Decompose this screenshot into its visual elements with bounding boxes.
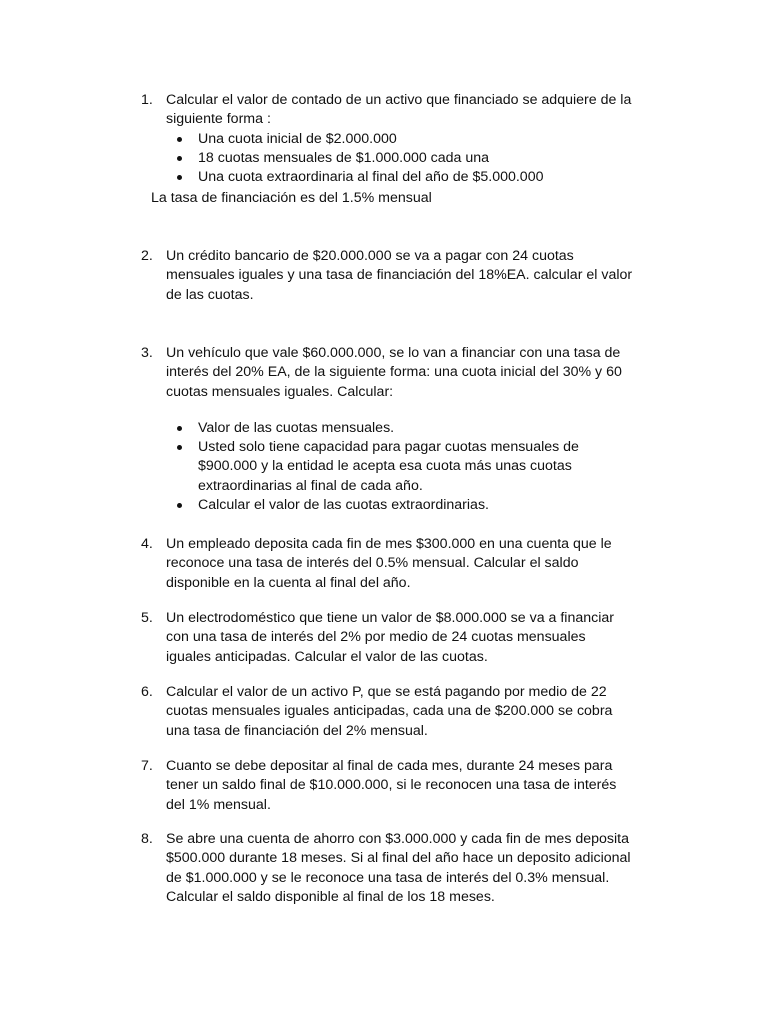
bullet-icon: [177, 445, 182, 450]
problem-text-line: de las cuotas.: [166, 286, 254, 303]
problem-text-line: Se abre una cuenta de ahorro con $3.000.000 y cada fin de mes deposita: [166, 831, 629, 847]
problem-8: [141, 830, 681, 907]
problem-text-line: Calcular el valor de un activo P, que se está pagando por medio de 22: [166, 684, 607, 700]
bullet-list: [171, 130, 681, 188]
problem-number: 3.: [141, 345, 153, 361]
problem-text-line: del 1% mensual.: [166, 796, 271, 813]
problem-text-line: con una tasa de interés del 2% por medio de 24 cuotas mensuales: [166, 629, 586, 646]
list-item: Usted solo tiene capacidad para pagar cuotas mensuales de $900.000 y la entidad le acepta esa cuota más unas cuotas extraordinarias al final de cada año.: [171, 438, 681, 496]
problem-number: 2.: [141, 248, 153, 264]
problem-text-line: Un empleado deposita cada fin de mes $300.000 en una cuenta que le: [166, 536, 612, 552]
problem-text-line: iguales anticipadas. Calcular el valor de las cuotas.: [166, 648, 488, 665]
problem-number: 4.: [141, 536, 153, 552]
bullet-icon: [177, 503, 182, 508]
bullet-list: [171, 419, 681, 515]
problem-2: [141, 247, 681, 305]
bullet-icon: [177, 175, 182, 180]
problem-text-line: Un crédito bancario de $20.000.000 se va a pagar con 24 cuotas: [166, 248, 574, 264]
problem-text-line: disponible en la cuenta al final del año.: [166, 574, 411, 591]
problem-1: [141, 91, 681, 187]
problem-text-line: Calcular el saldo disponible al final de los 18 meses.: [166, 888, 495, 905]
problem-number: 1.: [141, 92, 153, 108]
problem-number: 5.: [141, 610, 153, 626]
problem-text-line: cuotas mensuales iguales anticipadas, cada una de $200.000 se cobra: [166, 703, 613, 720]
problem-text-line: cuotas mensuales iguales. Calcular:: [166, 383, 394, 400]
problem-number: 7.: [141, 758, 153, 774]
bullet-icon: [177, 137, 182, 142]
problem-text-line: mensuales iguales y una tasa de financiación del 18%EA. calcular el valor: [166, 267, 633, 284]
problem-number: 6.: [141, 684, 153, 700]
problem-text-line: Cuanto se debe depositar al final de cada mes, durante 24 meses para: [166, 758, 613, 774]
problem-text-line: siguiente forma :: [166, 111, 271, 128]
list-item: Una cuota extraordinaria al final del año de $5.000.000: [171, 168, 681, 187]
problem-text-line: tener un saldo final de $10.000.000, si le reconocen una tasa de interés: [166, 777, 617, 794]
problem-text-line: $500.000 durante 18 meses. Si al final del año hace un deposito adicional: [166, 850, 631, 867]
problem-text-line: una tasa de financiación del 2% mensual.: [166, 722, 428, 739]
bullet-icon: [177, 426, 182, 431]
problem-3: [141, 344, 681, 515]
list-item: 18 cuotas mensuales de $1.000.000 cada una: [171, 149, 681, 168]
problem-6: [141, 683, 681, 741]
problem-4: [141, 535, 681, 593]
bullet-icon: [177, 156, 182, 161]
problem-text-line: Calcular el valor de contado de un activo que financiado se adquiere de la: [166, 92, 632, 108]
problem-number: 8.: [141, 831, 153, 847]
list-item: Valor de las cuotas mensuales.: [171, 419, 681, 438]
problem-text-line: interés del 20% EA, de la siguiente forma: una cuota inicial del 30% y 60: [166, 364, 622, 381]
problem-1-note: La tasa de financiación es del 1.5% mensual: [151, 190, 432, 206]
list-item: Una cuota inicial de $2.000.000: [171, 130, 681, 149]
problem-text-line: Un electrodoméstico que tiene un valor de $8.000.000 se va a financiar: [166, 610, 614, 626]
problem-text-line: Un vehículo que vale $60.000.000, se lo van a financiar con una tasa de: [166, 345, 621, 361]
problem-7: [141, 757, 681, 815]
list-item: Calcular el valor de las cuotas extraordinarias.: [171, 496, 681, 515]
problem-text-line: reconoce una tasa de interés del 0.5% mensual. Calcular el saldo: [166, 555, 579, 572]
problem-5: [141, 609, 681, 667]
problem-text-line: de $1.000.000 y se le reconoce una tasa de interés del 0.3% mensual.: [166, 869, 610, 886]
